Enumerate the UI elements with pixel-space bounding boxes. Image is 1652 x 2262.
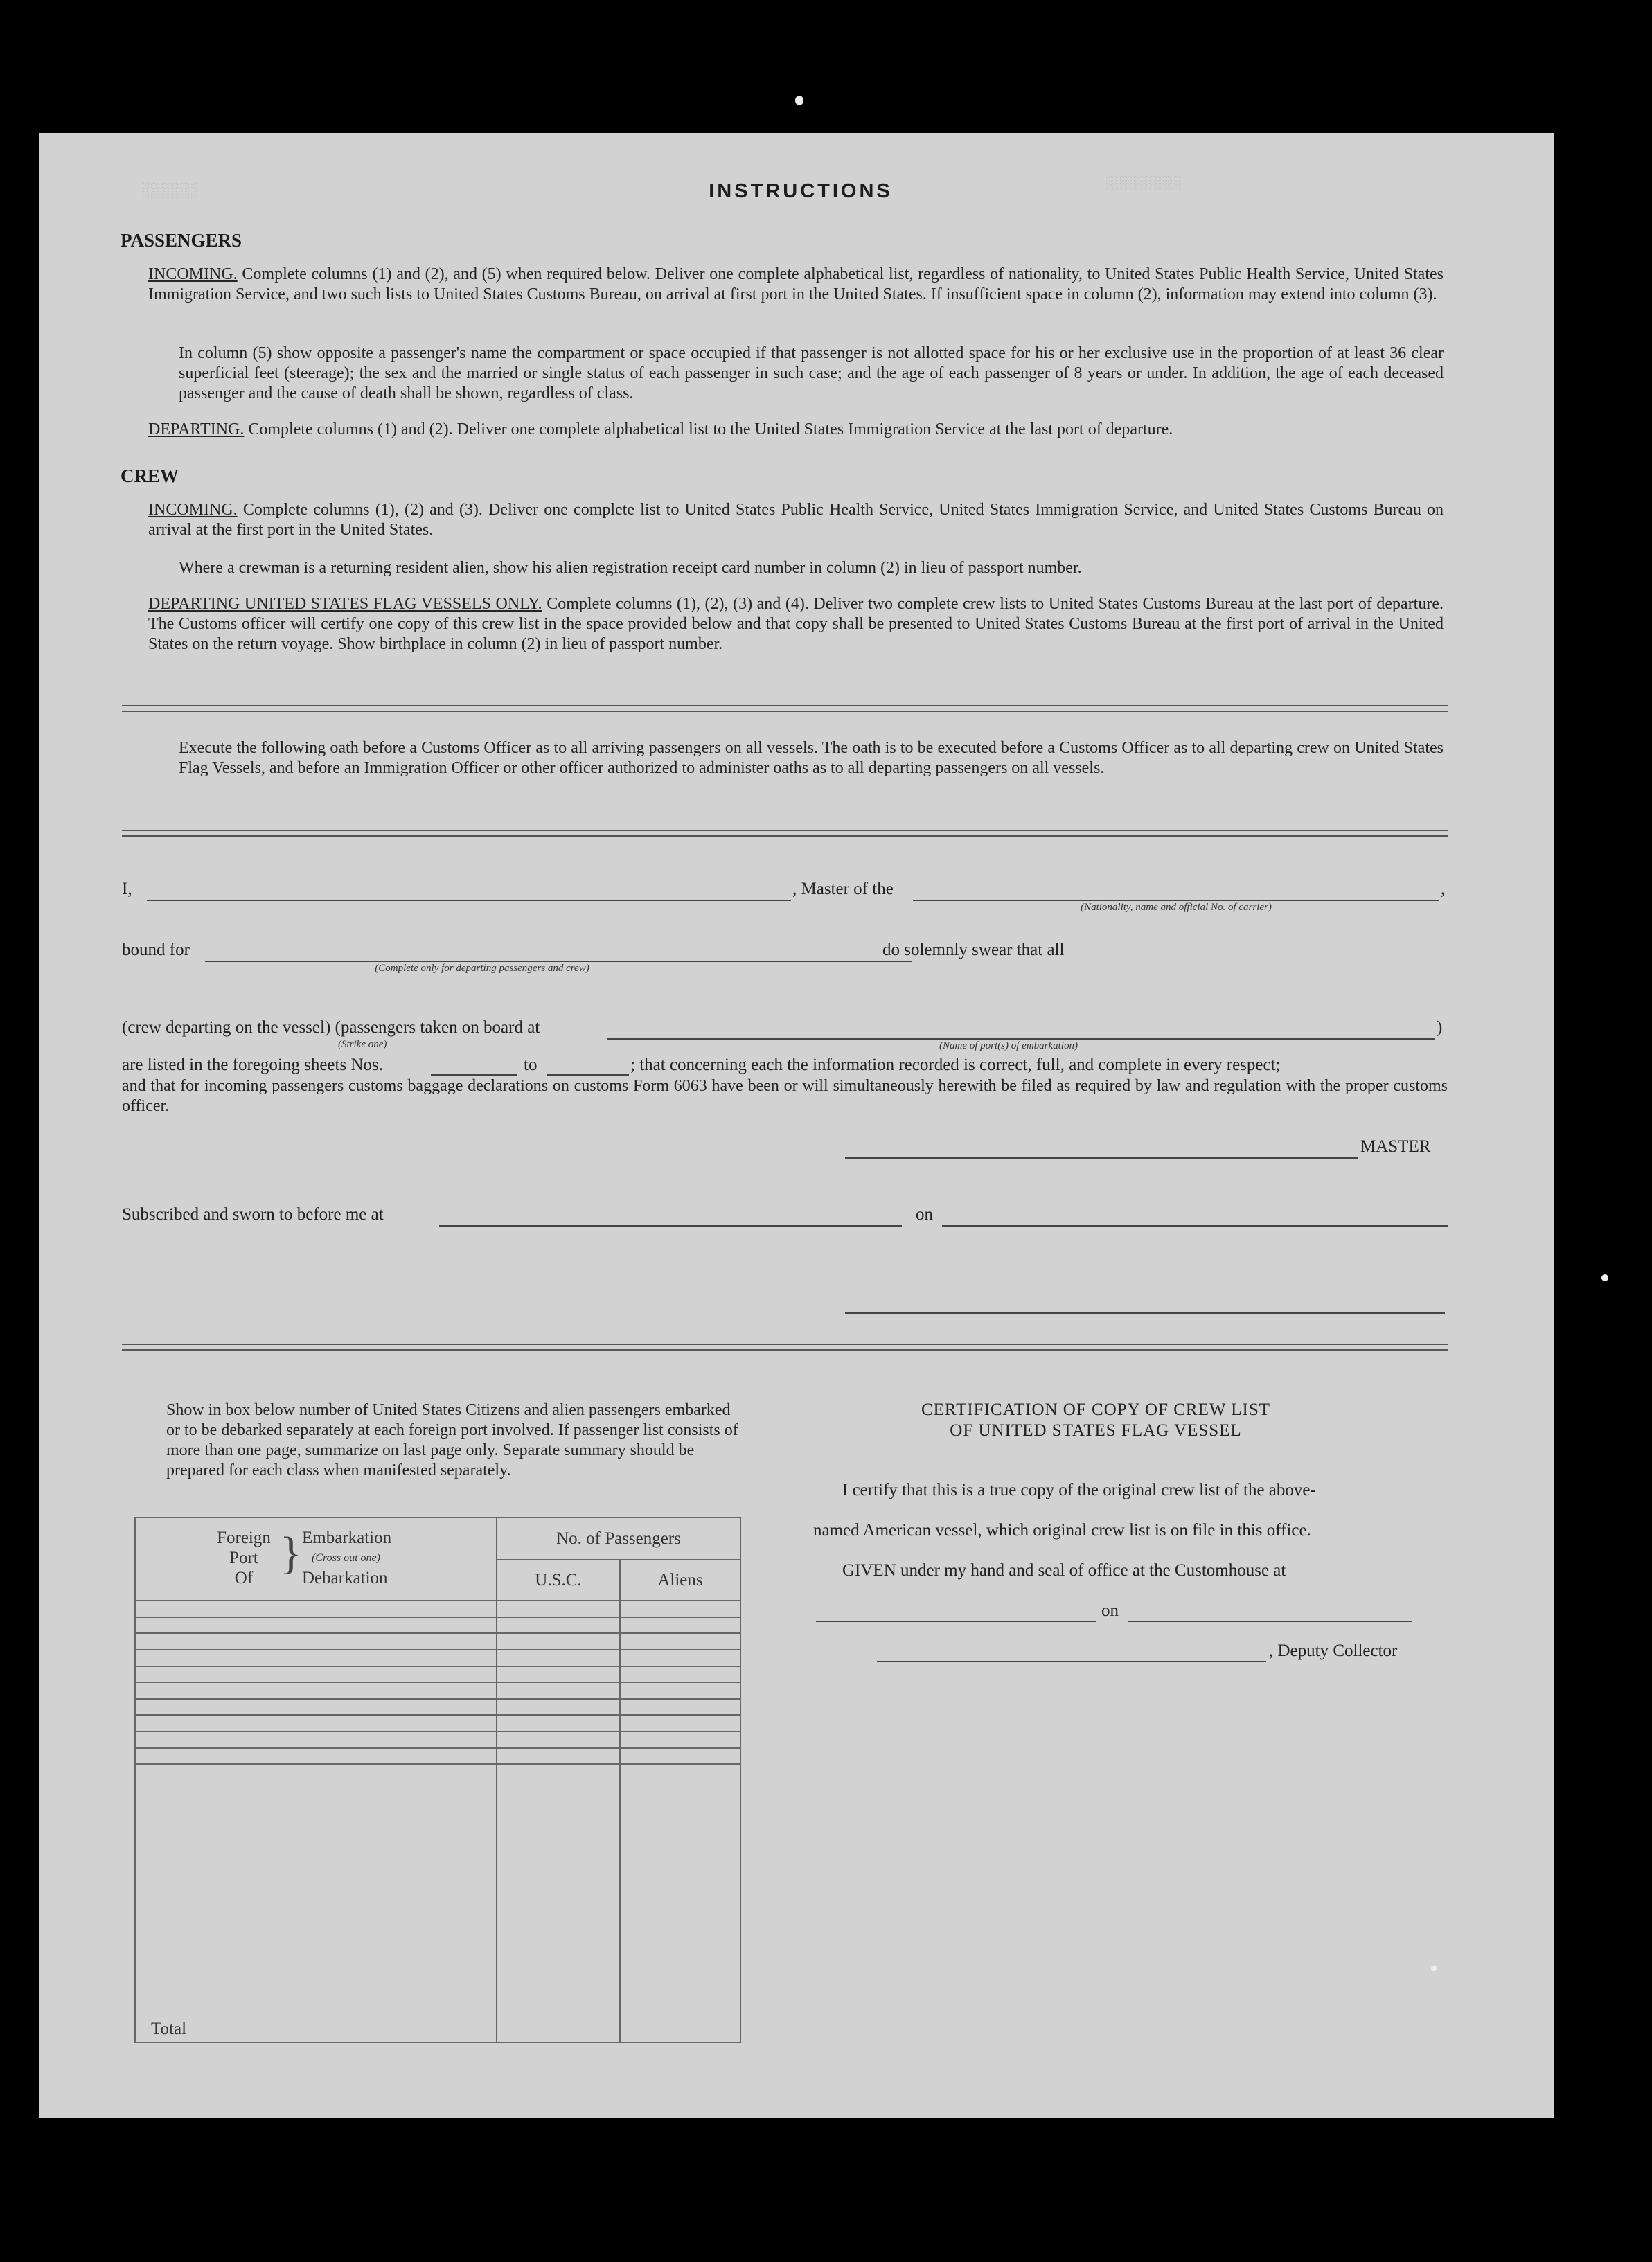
usc-cell[interactable] bbox=[497, 1617, 620, 1634]
aliens-cell[interactable] bbox=[620, 1617, 740, 1634]
port-cell[interactable] bbox=[135, 1699, 497, 1716]
passengers-incoming-paragraph bbox=[148, 265, 1444, 305]
crew-departing-paragraph bbox=[148, 594, 1444, 654]
close-paren: ) bbox=[1437, 1018, 1443, 1037]
aliens-cell[interactable] bbox=[620, 1748, 740, 1765]
cert-on-label: on bbox=[1101, 1601, 1119, 1620]
table-row bbox=[135, 1633, 740, 1650]
master-of-label: , Master of the bbox=[792, 880, 894, 898]
table-row bbox=[135, 1666, 740, 1683]
cross-out-caption: (Cross out one) bbox=[312, 1552, 380, 1564]
port-cell[interactable] bbox=[135, 1682, 497, 1699]
declarations-paragraph: and that for incoming passengers customs baggage declarations on customs Form 6063 have been or will simultaneously herewith be filed as required by law and regulation with the proper customs officer. bbox=[122, 1077, 1448, 1115]
crew-incoming-text: Complete columns (1), (2) and (3). Deliver one complete list to United States Public Health Service, United States Immigration Service, and United States Customs Bureau on arrival at the first port in the United States. bbox=[148, 501, 1444, 539]
passenger-summary-table bbox=[134, 1517, 741, 2043]
usc-cell[interactable] bbox=[497, 1699, 620, 1716]
on-label: on bbox=[916, 1205, 933, 1224]
table-row bbox=[135, 1682, 740, 1699]
table-row bbox=[135, 1601, 740, 1617]
foreign-label: Foreign bbox=[217, 1529, 271, 1547]
summary-instructions: Show in box below number of United States Citizens and alien passengers embarked or to be debarked separately at each foreign port involved. If passenger list consists of more than one page, summarize on last page only. Separate summary should be prepared for each class when manifested separately. bbox=[166, 1401, 738, 1479]
table-row bbox=[135, 1715, 740, 1731]
aliens-cell[interactable] bbox=[620, 1650, 740, 1666]
crew-incoming-paragraph bbox=[148, 500, 1444, 540]
strike-one-caption: (Strike one) bbox=[338, 1039, 387, 1050]
total-row bbox=[135, 1764, 740, 2042]
ports-caption: (Name of port(s) of embarkation) bbox=[939, 1040, 1078, 1051]
crew-heading: CREW bbox=[121, 465, 179, 486]
oath-i-label: I, bbox=[122, 880, 132, 898]
nationality-caption: (Nationality, name and official No. of carrier) bbox=[1081, 902, 1272, 913]
film-speck bbox=[795, 96, 803, 105]
certification-title-line1: CERTIFICATION OF COPY OF CREW LIST bbox=[921, 1400, 1271, 1419]
crew-departing-label: DEPARTING UNITED STATES FLAG VESSELS ONLY. bbox=[148, 595, 542, 613]
incoming-label: INCOMING. bbox=[148, 265, 238, 283]
certify-line1: I certify that this is a true copy of the original crew list of the above- bbox=[842, 1481, 1316, 1499]
port-cell[interactable] bbox=[135, 1633, 497, 1650]
aliens-cell[interactable] bbox=[620, 1682, 740, 1699]
double-rule bbox=[122, 1344, 1448, 1351]
port-header-cell bbox=[135, 1517, 497, 1601]
port-cell[interactable] bbox=[135, 1731, 497, 1748]
passengers-heading: PASSENGERS bbox=[121, 230, 242, 251]
deputy-signature-field[interactable] bbox=[877, 1661, 1266, 1662]
embarkation-ports-field[interactable] bbox=[607, 1038, 1435, 1040]
certification-title-line2: OF UNITED STATES FLAG VESSEL bbox=[950, 1421, 1242, 1440]
aliens-cell[interactable] bbox=[620, 1699, 740, 1716]
deputy-collector-label: , Deputy Collector bbox=[1269, 1641, 1398, 1660]
returning-resident-paragraph: Where a crewman is a returning resident alien, show his alien registration receipt card number in column (2) in lieu of passport number. bbox=[179, 559, 1082, 577]
of-label: Of bbox=[234, 1569, 254, 1587]
page-title: INSTRUCTIONS bbox=[709, 180, 893, 202]
listed-in-label: are listed in the foregoing sheets Nos. bbox=[122, 1056, 383, 1074]
film-speck bbox=[1431, 1966, 1437, 1971]
usc-cell[interactable] bbox=[497, 1666, 620, 1683]
to-label: to bbox=[524, 1056, 538, 1074]
port-cell[interactable] bbox=[135, 1748, 497, 1765]
bound-for-field[interactable] bbox=[205, 961, 912, 962]
port-label: Port bbox=[229, 1549, 258, 1567]
oath-intro-paragraph: Execute the following oath before a Customs Officer as to all arriving passengers on all vessels. The oath is to be executed before a Customs Officer as to all departing crew on United States Flag Vessels, and before an Immigration Officer or other officer authorized to administer oaths as to all departing passengers on all vessels. bbox=[179, 739, 1444, 777]
master-name-field[interactable] bbox=[147, 900, 791, 901]
port-cell[interactable] bbox=[135, 1666, 497, 1683]
show-through-mark: ░░░░░ bbox=[143, 181, 197, 199]
usc-cell[interactable] bbox=[497, 1748, 620, 1765]
given-line: GIVEN under my hand and seal of office at the Customhouse at bbox=[842, 1561, 1286, 1580]
usc-cell[interactable] bbox=[497, 1715, 620, 1731]
passengers-departing-paragraph bbox=[148, 420, 1444, 440]
master-signature-field[interactable] bbox=[845, 1157, 1358, 1159]
sworn-date-field[interactable] bbox=[942, 1225, 1448, 1227]
table-row bbox=[135, 1748, 740, 1765]
solemnly-swear-label: do solemnly swear that all bbox=[882, 941, 1065, 959]
port-cell[interactable] bbox=[135, 1650, 497, 1666]
table-row bbox=[135, 1650, 740, 1666]
sworn-location-field[interactable] bbox=[439, 1225, 902, 1227]
aliens-header: Aliens bbox=[620, 1560, 740, 1601]
crew-departing-label: (crew departing on the vessel) (passengers taken on board at bbox=[122, 1018, 540, 1037]
usc-cell[interactable] bbox=[497, 1650, 620, 1666]
crew-incoming-label: INCOMING. bbox=[148, 501, 238, 519]
cert-date-field[interactable] bbox=[1128, 1621, 1412, 1622]
film-speck bbox=[1601, 1274, 1608, 1281]
total-label: Total bbox=[135, 1764, 497, 2042]
concerning-text: ; that concerning each the information recorded is correct, full, and complete in every respect; bbox=[630, 1056, 1281, 1074]
aliens-cell[interactable] bbox=[620, 1731, 740, 1748]
incoming-text: Complete columns (1) and (2), and (5) when required below. Deliver one complete alphabetical list, regardless of nationality, to United States Public Health Service, United States Immigration Service, and two such lists to United States Customs Bureau, on arrival at first port in the United States. If insufficient space in column (2), information may extend into column (3). bbox=[148, 265, 1444, 303]
certify-line2: named American vessel, which original crew list is on file in this office. bbox=[813, 1521, 1311, 1540]
usc-cell[interactable] bbox=[497, 1731, 620, 1748]
usc-cell[interactable] bbox=[497, 1633, 620, 1650]
aliens-total-cell[interactable] bbox=[620, 1764, 740, 2042]
crew-departing-text: Complete columns (1), (2), (3) and (4). Deliver two complete crew lists to United States Customs Bureau at the last port of departure. The Customs officer will certify one copy of this crew list in the space provided below and that copy shall be presented to United States Customs Bureau at the first port of arrival in the United States on the return voyage. Show birthplace in column (2) in lieu of passport number. bbox=[148, 595, 1444, 653]
complete-only-caption: (Complete only for departing passengers and crew) bbox=[375, 963, 589, 974]
bound-for-label: bound for bbox=[122, 941, 190, 959]
sheet-to-field[interactable] bbox=[547, 1074, 629, 1076]
sheet-from-field[interactable] bbox=[431, 1074, 517, 1076]
port-cell[interactable] bbox=[135, 1715, 497, 1731]
table-row bbox=[135, 1699, 740, 1716]
double-rule bbox=[122, 830, 1448, 837]
double-rule bbox=[122, 705, 1448, 712]
no-of-passengers-header: No. of Passengers bbox=[497, 1517, 740, 1560]
table-row bbox=[135, 1731, 740, 1748]
table-row bbox=[135, 1617, 740, 1634]
port-cell[interactable] bbox=[135, 1617, 497, 1634]
carrier-field[interactable] bbox=[913, 900, 1439, 901]
departing-text: Complete columns (1) and (2). Deliver one complete alphabetical list to the United States Immigration Service at the last port of departure. bbox=[244, 420, 1173, 438]
debarkation-label: Debarkation bbox=[302, 1569, 388, 1587]
embarkation-label: Embarkation bbox=[302, 1529, 392, 1547]
usc-total-cell[interactable] bbox=[497, 1764, 620, 2042]
port-cell[interactable] bbox=[135, 1601, 497, 1617]
usc-cell[interactable] bbox=[497, 1682, 620, 1699]
brace-glyph: } bbox=[280, 1528, 302, 1578]
column5-paragraph: In column (5) show opposite a passenger's name the compartment or space occupied if that passenger is not allotted space for his or her exclusive use in the proportion of at least 36 clear superficial feet (steerage); the sex and the married or single status of each passenger in such case; and the age of each passenger of 8 years or under. In addition, the age of each deceased passenger and the cause of death shall be shown, regardless of class. bbox=[179, 344, 1444, 402]
aliens-cell[interactable] bbox=[620, 1601, 740, 1617]
usc-header: U.S.C. bbox=[497, 1560, 620, 1601]
aliens-cell[interactable] bbox=[620, 1666, 740, 1683]
form-page bbox=[39, 133, 1554, 2118]
master-label: MASTER bbox=[1360, 1137, 1431, 1156]
subscribed-label: Subscribed and sworn to before me at bbox=[122, 1205, 384, 1224]
usc-cell[interactable] bbox=[497, 1601, 620, 1617]
comma: , bbox=[1441, 880, 1446, 898]
customhouse-field[interactable] bbox=[816, 1621, 1096, 1622]
aliens-cell[interactable] bbox=[620, 1633, 740, 1650]
officer-signature-field[interactable] bbox=[845, 1312, 1445, 1314]
aliens-cell[interactable] bbox=[620, 1715, 740, 1731]
departing-label: DEPARTING. bbox=[148, 420, 245, 438]
show-through-mark: ░░░░░░░ bbox=[1105, 173, 1182, 190]
